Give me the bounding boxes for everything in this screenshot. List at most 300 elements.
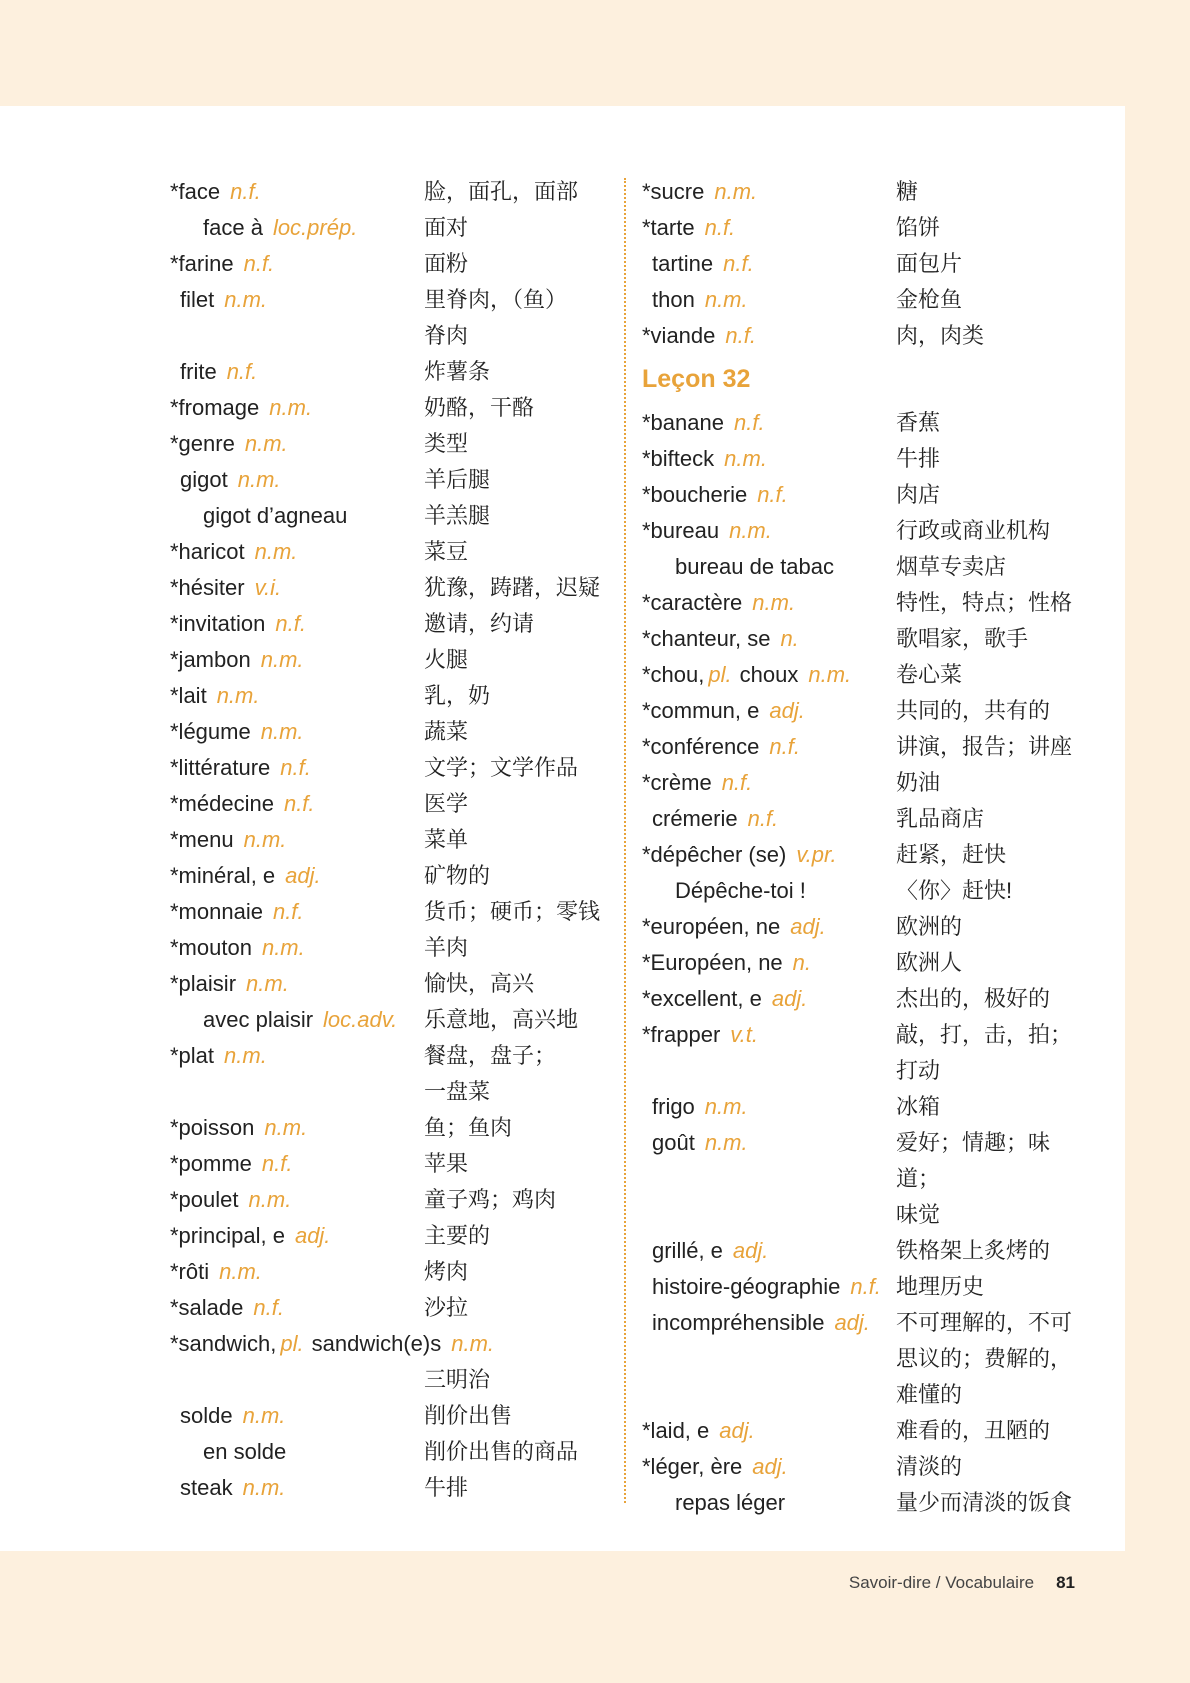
headword: histoire-géographie bbox=[652, 1274, 841, 1299]
page-number: 81 bbox=[1056, 1573, 1075, 1592]
vocab-entry bbox=[642, 945, 1082, 981]
chinese-meaning: 歌唱家，歌手 bbox=[896, 626, 1029, 651]
vocab-entry bbox=[170, 714, 610, 750]
vocab-entry bbox=[170, 1326, 610, 1398]
french-term bbox=[642, 621, 799, 657]
vocab-entry bbox=[170, 1110, 610, 1146]
headword: *crème bbox=[642, 770, 712, 795]
headword: *poulet bbox=[170, 1187, 239, 1212]
part-of-speech: adj. bbox=[752, 1454, 788, 1479]
french-term bbox=[170, 642, 304, 678]
headword: avec plaisir bbox=[203, 1007, 314, 1032]
headword: *menu bbox=[170, 827, 234, 852]
french-term bbox=[642, 174, 757, 210]
chinese-meaning: 菜豆 bbox=[424, 539, 469, 564]
chinese-meaning: 矿物的 bbox=[424, 863, 491, 888]
part-of-speech: n.m. bbox=[260, 719, 304, 744]
french-term bbox=[642, 1413, 755, 1449]
french-term bbox=[170, 426, 288, 462]
chinese-meaning: 香蕉 bbox=[896, 410, 941, 435]
plural-marker: pl. bbox=[708, 662, 732, 687]
vocab-entry bbox=[642, 801, 1082, 837]
vocab-entry bbox=[642, 693, 1082, 729]
headword: *Européen, ne bbox=[642, 950, 783, 975]
headword: *viande bbox=[642, 323, 716, 348]
part-of-speech: n.m. bbox=[224, 287, 268, 312]
headword: gigot bbox=[180, 467, 228, 492]
chinese-meaning: 特性，特点；性格 bbox=[896, 590, 1073, 615]
vocab-entry bbox=[642, 1089, 1082, 1125]
part-of-speech: n.f. bbox=[253, 1295, 284, 1320]
vocab-entry bbox=[170, 894, 610, 930]
chinese-meaning: 三明治 bbox=[424, 1367, 491, 1392]
headword: incompréhensible bbox=[652, 1310, 825, 1335]
part-of-speech: n.m. bbox=[704, 287, 748, 312]
page-footer bbox=[849, 1573, 1075, 1593]
french-term bbox=[675, 873, 806, 909]
vocab-entry bbox=[642, 477, 1082, 513]
chinese-meaning: 难看的，丑陋的 bbox=[896, 1418, 1051, 1443]
chinese-meaning: 犹豫，踌躇，迟疑 bbox=[424, 575, 601, 600]
headword: frigo bbox=[652, 1094, 695, 1119]
vocab-entry bbox=[642, 1449, 1082, 1485]
part-of-speech: n.f. bbox=[704, 215, 736, 240]
chinese-meaning: 沙拉 bbox=[424, 1295, 469, 1320]
headword: *mouton bbox=[170, 935, 252, 960]
chinese-meaning: 欧洲人 bbox=[896, 950, 963, 975]
part-of-speech: n.f. bbox=[243, 251, 275, 276]
vocab-entry bbox=[170, 534, 610, 570]
vocab-entry bbox=[170, 822, 610, 858]
headword: *salade bbox=[170, 1295, 244, 1320]
chinese-meaning: 邀请，约请 bbox=[424, 611, 535, 636]
part-of-speech: n.m. bbox=[246, 971, 289, 996]
chinese-meaning: 〈你〉赶快! bbox=[896, 878, 1013, 903]
part-of-speech: n.m. bbox=[704, 1094, 748, 1119]
chinese-meaning: 鱼；鱼肉 bbox=[424, 1115, 513, 1140]
french-term bbox=[642, 210, 735, 246]
vocab-entry bbox=[642, 405, 1082, 441]
chinese-meaning: 童子鸡；鸡肉 bbox=[424, 1187, 557, 1212]
french-term bbox=[642, 693, 805, 729]
chinese-meaning: 乳，奶 bbox=[424, 683, 491, 708]
footer-section: Savoir-dire / Vocabulaire bbox=[848, 1573, 1035, 1592]
french-term bbox=[652, 246, 754, 282]
vocab-entry bbox=[170, 1182, 610, 1218]
french-term bbox=[203, 498, 347, 534]
plural-marker: pl. bbox=[280, 1331, 304, 1356]
french-term bbox=[170, 1110, 307, 1146]
headword: *poisson bbox=[170, 1115, 255, 1140]
vocab-entry bbox=[642, 837, 1082, 873]
vocab-entry bbox=[642, 1485, 1082, 1521]
headword: *chanteur, se bbox=[642, 626, 771, 651]
vocab-entry bbox=[170, 1290, 610, 1326]
vocab-entry bbox=[170, 786, 610, 822]
vocab-entry bbox=[642, 1305, 1082, 1413]
french-term bbox=[642, 837, 837, 873]
part-of-speech: n.f. bbox=[275, 611, 306, 636]
french-term bbox=[203, 210, 357, 246]
chinese-meaning: 卷心菜 bbox=[896, 662, 963, 687]
french-term bbox=[180, 1470, 285, 1506]
part-of-speech: loc.adv. bbox=[323, 1007, 398, 1032]
chinese-meaning: 面包片 bbox=[896, 251, 963, 276]
french-term bbox=[170, 714, 304, 750]
vocab-entry bbox=[170, 1038, 610, 1110]
part-of-speech: adj. bbox=[790, 914, 826, 939]
headword: *jambon bbox=[170, 647, 251, 672]
headword: steak bbox=[180, 1475, 233, 1500]
lesson-heading: Leçon 32 bbox=[642, 365, 751, 393]
part-of-speech: n.f. bbox=[747, 806, 779, 831]
french-term bbox=[652, 1125, 748, 1161]
headword: *principal, e bbox=[170, 1223, 285, 1248]
chinese-meaning: 不可理解的，不可 思议的；费解的， 难懂的 bbox=[896, 1310, 1073, 1407]
part-of-speech: n.f. bbox=[230, 179, 261, 204]
chinese-meaning: 牛排 bbox=[424, 1475, 469, 1500]
headword: repas léger bbox=[675, 1490, 786, 1515]
french-term bbox=[675, 1485, 785, 1521]
part-of-speech: adj. bbox=[732, 1238, 769, 1263]
headword: *invitation bbox=[170, 611, 266, 636]
french-term bbox=[170, 894, 304, 930]
vocab-entry bbox=[170, 930, 610, 966]
headword: gigot d’agneau bbox=[203, 503, 348, 528]
chinese-meaning: 乳品商店 bbox=[896, 806, 985, 831]
chinese-meaning: 冰箱 bbox=[896, 1094, 941, 1119]
chinese-meaning: 炸薯条 bbox=[424, 359, 491, 384]
chinese-meaning: 赶紧，赶快 bbox=[896, 842, 1007, 867]
headword: *hésiter bbox=[170, 575, 245, 600]
headword: *fromage bbox=[170, 395, 260, 420]
chinese-meaning: 杰出的，极好的 bbox=[896, 986, 1051, 1011]
vocab-entry bbox=[170, 282, 610, 354]
french-term bbox=[170, 750, 311, 786]
chinese-meaning: 肉店 bbox=[896, 482, 941, 507]
chinese-meaning: 类型 bbox=[424, 431, 469, 456]
vocab-entry bbox=[642, 246, 1082, 282]
french-term bbox=[203, 1002, 397, 1038]
headword: thon bbox=[652, 287, 695, 312]
vocab-entry bbox=[642, 909, 1082, 945]
part-of-speech: n.m. bbox=[808, 662, 852, 687]
part-of-speech: n.m. bbox=[244, 431, 288, 456]
vocab-entry bbox=[170, 174, 610, 210]
chinese-meaning: 主要的 bbox=[424, 1223, 491, 1248]
french-term bbox=[652, 1089, 748, 1125]
headword: en solde bbox=[203, 1439, 287, 1464]
chinese-meaning: 烟草专卖店 bbox=[896, 554, 1007, 579]
part-of-speech: n.f. bbox=[769, 734, 800, 759]
vocab-entry bbox=[642, 318, 1082, 354]
headword: *plaisir bbox=[170, 971, 237, 996]
chinese-meaning: 敲，打，击，拍； 打动 bbox=[896, 1022, 1073, 1083]
french-term bbox=[642, 981, 807, 1017]
chinese-meaning: 餐盘，盘子； 一盘菜 bbox=[424, 1043, 557, 1104]
vocab-entry bbox=[642, 210, 1082, 246]
part-of-speech: n.f. bbox=[272, 899, 304, 924]
part-of-speech: n.m. bbox=[237, 467, 281, 492]
headword: *bureau bbox=[642, 518, 720, 543]
french-term bbox=[652, 1305, 870, 1341]
part-of-speech: n.f. bbox=[723, 251, 754, 276]
part-of-speech: n.m. bbox=[243, 827, 287, 852]
chinese-meaning: 面对 bbox=[424, 215, 469, 240]
vocab-entry bbox=[642, 1413, 1082, 1449]
vocab-entry bbox=[170, 426, 610, 462]
french-term bbox=[642, 945, 811, 981]
headword: *banane bbox=[642, 410, 724, 435]
vocab-entry bbox=[170, 462, 610, 498]
headword: *chou, bbox=[642, 662, 705, 687]
headword: *légume bbox=[170, 719, 251, 744]
french-term bbox=[170, 174, 261, 210]
french-term bbox=[170, 1254, 262, 1290]
chinese-meaning: 肉，肉类 bbox=[896, 323, 985, 348]
headword: bureau de tabac bbox=[675, 554, 835, 579]
french-term bbox=[642, 1449, 788, 1485]
french-term bbox=[170, 606, 306, 642]
chinese-meaning: 愉快，高兴 bbox=[424, 971, 535, 996]
part-of-speech: n.m. bbox=[269, 395, 313, 420]
headword: *monnaie bbox=[170, 899, 263, 924]
vocab-column-left bbox=[170, 174, 610, 1506]
part-of-speech: n.f. bbox=[725, 323, 756, 348]
headword: *sandwich, bbox=[170, 1331, 277, 1356]
french-term bbox=[642, 477, 788, 513]
vocab-entry bbox=[642, 1017, 1082, 1089]
headword: face à bbox=[203, 215, 263, 240]
chinese-meaning: 馅饼 bbox=[896, 215, 941, 240]
french-term bbox=[170, 678, 259, 714]
french-term bbox=[170, 1182, 291, 1218]
vocab-entry bbox=[642, 981, 1082, 1017]
part-of-speech: n.m. bbox=[219, 1259, 262, 1284]
headword: *laid, e bbox=[642, 1418, 710, 1443]
french-term bbox=[652, 1233, 768, 1269]
part-of-speech: loc.prép. bbox=[272, 215, 358, 240]
chinese-meaning: 文学；文学作品 bbox=[424, 755, 579, 780]
chinese-meaning: 火腿 bbox=[424, 647, 469, 672]
chinese-meaning: 羊后腿 bbox=[424, 467, 491, 492]
vocab-entry bbox=[170, 246, 610, 282]
headword: *plat bbox=[170, 1043, 215, 1068]
part-of-speech: n.m. bbox=[451, 1331, 495, 1356]
headword: crémerie bbox=[652, 806, 738, 831]
column-divider bbox=[624, 178, 626, 1503]
headword: *rôti bbox=[170, 1259, 210, 1284]
part-of-speech: n.f. bbox=[261, 1151, 293, 1176]
headword: tartine bbox=[652, 251, 714, 276]
plural-form: sandwich(e)s bbox=[311, 1331, 442, 1356]
headword: *farine bbox=[170, 251, 234, 276]
french-term bbox=[642, 909, 826, 945]
headword: *face bbox=[170, 179, 221, 204]
headword: *européen, ne bbox=[642, 914, 781, 939]
french-term bbox=[170, 1218, 330, 1254]
vocab-entry bbox=[170, 390, 610, 426]
chinese-meaning: 苹果 bbox=[424, 1151, 469, 1176]
vocab-entry bbox=[170, 1434, 610, 1470]
french-term bbox=[170, 246, 274, 282]
part-of-speech: n.m. bbox=[752, 590, 796, 615]
vocab-entry bbox=[170, 498, 610, 534]
vocab-column-right bbox=[642, 174, 1082, 1521]
french-term bbox=[642, 765, 752, 801]
chinese-meaning: 里脊肉，（鱼） 脊肉 bbox=[424, 287, 568, 348]
chinese-meaning: 蔬菜 bbox=[424, 719, 469, 744]
headword: grillé, e bbox=[652, 1238, 723, 1263]
part-of-speech: n.f. bbox=[733, 410, 765, 435]
headword: *haricot bbox=[170, 539, 245, 564]
vocab-entry bbox=[642, 621, 1082, 657]
part-of-speech: adj. bbox=[285, 863, 321, 888]
part-of-speech: n.m. bbox=[248, 1187, 292, 1212]
french-term bbox=[170, 930, 305, 966]
chinese-meaning: 面粉 bbox=[424, 251, 469, 276]
vocab-entry bbox=[170, 1146, 610, 1182]
part-of-speech: n.m. bbox=[260, 647, 304, 672]
plural-form: choux bbox=[739, 662, 799, 687]
vocab-entry bbox=[642, 282, 1082, 318]
french-term bbox=[642, 441, 767, 477]
french-term bbox=[180, 1398, 285, 1434]
chinese-meaning: 奶油 bbox=[896, 770, 941, 795]
french-term bbox=[170, 1290, 284, 1326]
headword: *léger, ère bbox=[642, 1454, 743, 1479]
headword: *genre bbox=[170, 431, 235, 456]
vocab-entry bbox=[642, 441, 1082, 477]
french-term bbox=[170, 534, 297, 570]
french-term bbox=[642, 513, 772, 549]
vocab-entry bbox=[642, 1125, 1082, 1233]
vocab-entry bbox=[170, 966, 610, 1002]
headword: *conférence bbox=[642, 734, 760, 759]
chinese-meaning: 讲演，报告；讲座 bbox=[896, 734, 1073, 759]
part-of-speech: n.m. bbox=[254, 539, 298, 564]
headword: *excellent, e bbox=[642, 986, 762, 1011]
part-of-speech: n.m. bbox=[261, 935, 305, 960]
chinese-meaning: 削价出售的商品 bbox=[424, 1439, 579, 1464]
chinese-meaning: 削价出售 bbox=[424, 1403, 513, 1428]
headword: *dépêcher (se) bbox=[642, 842, 787, 867]
vocab-list-bottom bbox=[642, 405, 1082, 1521]
headword: *minéral, e bbox=[170, 863, 276, 888]
french-term bbox=[642, 729, 800, 765]
french-term bbox=[652, 282, 748, 318]
vocab-entry bbox=[170, 210, 610, 246]
french-term bbox=[170, 1038, 267, 1074]
headword: solde bbox=[180, 1403, 233, 1428]
vocab-entry bbox=[642, 1269, 1082, 1305]
chinese-meaning: 量少而清淡的饭食 bbox=[896, 1490, 1073, 1515]
part-of-speech: adj. bbox=[719, 1418, 755, 1443]
vocab-entry bbox=[642, 729, 1082, 765]
vocab-entry bbox=[170, 570, 610, 606]
vocab-entry bbox=[642, 174, 1082, 210]
part-of-speech: adj. bbox=[771, 986, 808, 1011]
french-term bbox=[170, 966, 289, 1002]
part-of-speech: v.i. bbox=[254, 575, 282, 600]
part-of-speech: n.f. bbox=[226, 359, 258, 384]
headword: *commun, e bbox=[642, 698, 760, 723]
french-term bbox=[170, 390, 312, 426]
chinese-meaning: 金枪鱼 bbox=[896, 287, 963, 312]
french-term bbox=[170, 786, 315, 822]
vocab-entry bbox=[642, 1233, 1082, 1269]
chinese-meaning: 铁格架上炙烤的 bbox=[896, 1238, 1051, 1263]
french-term bbox=[170, 570, 281, 606]
french-term bbox=[652, 1269, 881, 1305]
chinese-meaning: 奶酪，干酪 bbox=[424, 395, 535, 420]
french-term bbox=[642, 585, 795, 621]
part-of-speech: adj. bbox=[834, 1310, 870, 1335]
chinese-meaning: 欧洲的 bbox=[896, 914, 963, 939]
chinese-meaning: 乐意地，高兴地 bbox=[424, 1007, 579, 1032]
french-term bbox=[180, 354, 257, 390]
headword: *médecine bbox=[170, 791, 274, 816]
vocab-entry bbox=[642, 513, 1082, 549]
headword: *lait bbox=[170, 683, 207, 708]
french-term bbox=[203, 1434, 286, 1470]
part-of-speech: n. bbox=[780, 626, 799, 651]
chinese-meaning: 糖 bbox=[896, 179, 919, 204]
vocab-entry bbox=[642, 549, 1082, 585]
chinese-meaning: 羊肉 bbox=[424, 935, 469, 960]
chinese-meaning: 共同的，共有的 bbox=[896, 698, 1051, 723]
part-of-speech: n.m. bbox=[724, 446, 767, 471]
french-term bbox=[642, 318, 756, 354]
chinese-meaning: 羊羔腿 bbox=[424, 503, 491, 528]
vocab-entry bbox=[170, 858, 610, 894]
part-of-speech: n.f. bbox=[280, 755, 311, 780]
headword: *boucherie bbox=[642, 482, 748, 507]
french-term bbox=[170, 822, 286, 858]
headword: *frapper bbox=[642, 1022, 721, 1047]
chinese-meaning: 货币；硬币；零钱 bbox=[424, 899, 601, 924]
part-of-speech: n.f. bbox=[721, 770, 753, 795]
french-term bbox=[675, 549, 834, 585]
headword: *tarte bbox=[642, 215, 695, 240]
part-of-speech: n.m. bbox=[729, 518, 772, 543]
chinese-meaning: 牛排 bbox=[896, 446, 941, 471]
vocab-entry bbox=[170, 1002, 610, 1038]
chinese-meaning: 清淡的 bbox=[896, 1454, 963, 1479]
french-term bbox=[642, 1017, 758, 1053]
part-of-speech: n.f. bbox=[757, 482, 788, 507]
vocab-entry bbox=[642, 765, 1082, 801]
part-of-speech: n.m. bbox=[242, 1475, 286, 1500]
chinese-meaning: 医学 bbox=[424, 791, 469, 816]
headword: *sucre bbox=[642, 179, 705, 204]
french-term bbox=[652, 801, 778, 837]
french-term bbox=[642, 405, 765, 441]
headword: filet bbox=[180, 287, 215, 312]
part-of-speech: n.m. bbox=[242, 1403, 286, 1428]
vocab-entry bbox=[642, 873, 1082, 909]
chinese-meaning: 菜单 bbox=[424, 827, 469, 852]
french-term bbox=[170, 858, 321, 894]
chinese-meaning: 爱好；情趣；味道； 味觉 bbox=[896, 1130, 1051, 1227]
vocab-entry bbox=[170, 750, 610, 786]
chinese-meaning: 地理历史 bbox=[896, 1274, 985, 1299]
vocab-entry bbox=[170, 606, 610, 642]
headword: Dépêche-toi ! bbox=[675, 878, 806, 903]
vocab-list-top bbox=[642, 174, 1082, 354]
headword: *caractère bbox=[642, 590, 743, 615]
french-term bbox=[180, 462, 281, 498]
